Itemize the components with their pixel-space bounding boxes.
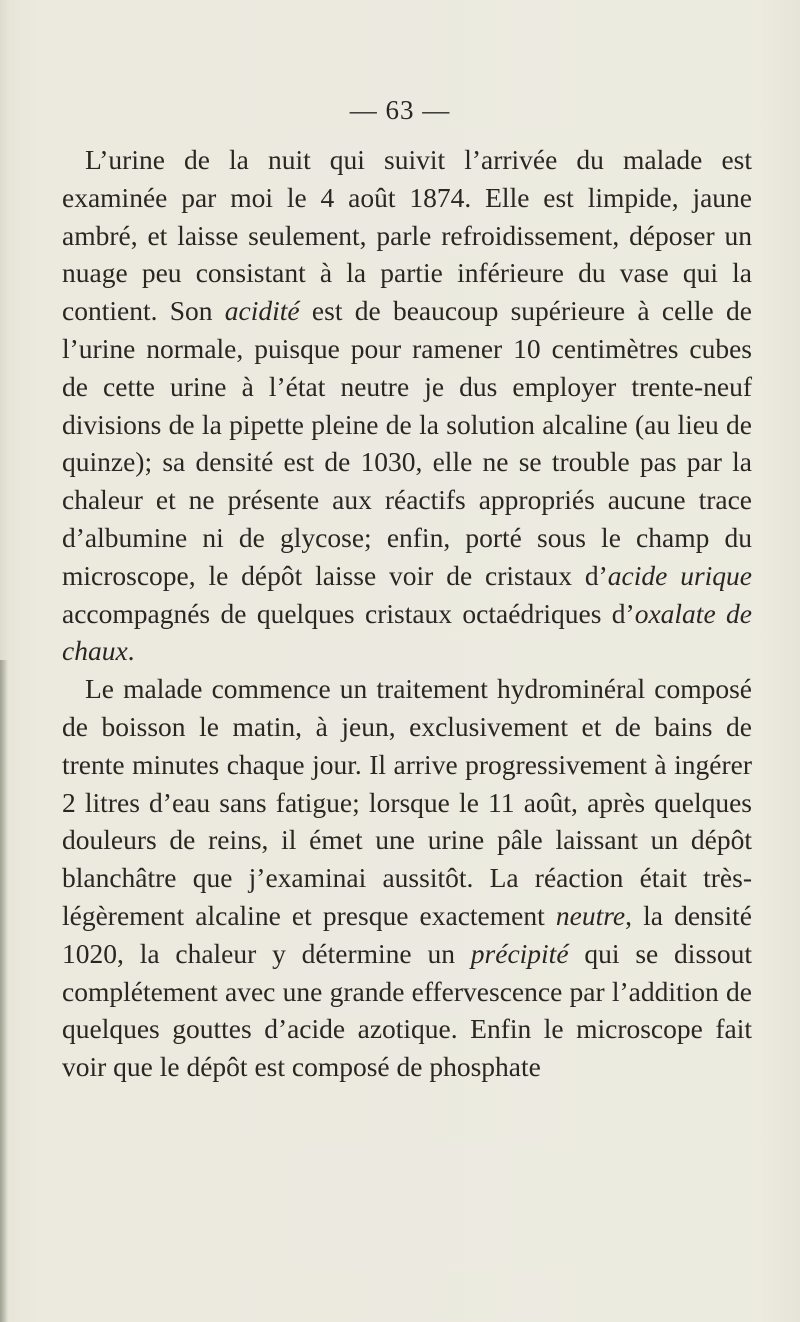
p1-text-b: est de beaucoup supérieure à celle de l’urine normale, puisque pour ramener 10 centimètres cubes de cette urine à l’état neutre je dus employer trente-neuf divisions de la pipette pleine de la solution alcaline (au lieu de quinze); sa densité est de 1030, elle ne se trouble pas par la chaleur et ne présente aux réactifs appropriés aucune trace d’albumine ni de glycose; enfin, porté sous le champ du microscope, le dépôt laisse voir de cristaux d’ (62, 295, 752, 591)
p2-text-a: Le malade commence un traitement hydrominéral composé de boisson le matin, à jeun, exclusivement et de bains de trente minutes chaque jour. Il arrive progressivement à ingérer 2 litres d’eau sans fatigue; lorsque le 11 août, après quelques douleurs de reins, il émet une urine pâle laissant un dépôt blanchâtre que j’examinai aussitôt. La réaction était très-légèrement alcaline et presque exactement (62, 673, 752, 931)
binding-shadow (0, 660, 8, 1322)
paragraph-2 (62, 670, 752, 1086)
p2-italic-precipite: précipité (470, 937, 569, 969)
paragraph-1 (62, 141, 752, 670)
p2-text-c: qui se dissout complétement avec une grande effervescence par l’addition de quelques gouttes d’acide azotique. Enfin le microscope fait voir que le dépôt est composé de phosphate (62, 937, 752, 1083)
p1-italic-oxalate: oxalate de chaux (62, 597, 752, 667)
p1-italic-acidite: acidité (224, 295, 300, 327)
p1-italic-acide-urique: acide urique (607, 559, 752, 591)
p2-italic-neutre: neutre (555, 899, 626, 931)
p1-text-d: . (127, 635, 135, 667)
p1-text-a: L’urine de la nuit qui suivit l’arrivée du malade est examinée par moi le 4 août 1874. Elle est limpide, jaune ambré, et laisse seulement, parle refroidissement, déposer un nuage peu consistant à la partie inférieure du vase qui la contient. Son (62, 144, 752, 327)
p2-text-b: , la densité 1020, la chaleur y détermine un (62, 899, 752, 969)
p1-text-c: accompagnés de quelques cristaux octaédriques d’ (62, 597, 635, 629)
page-body (62, 141, 752, 1086)
page-number-header: — 63 — (349, 95, 451, 125)
